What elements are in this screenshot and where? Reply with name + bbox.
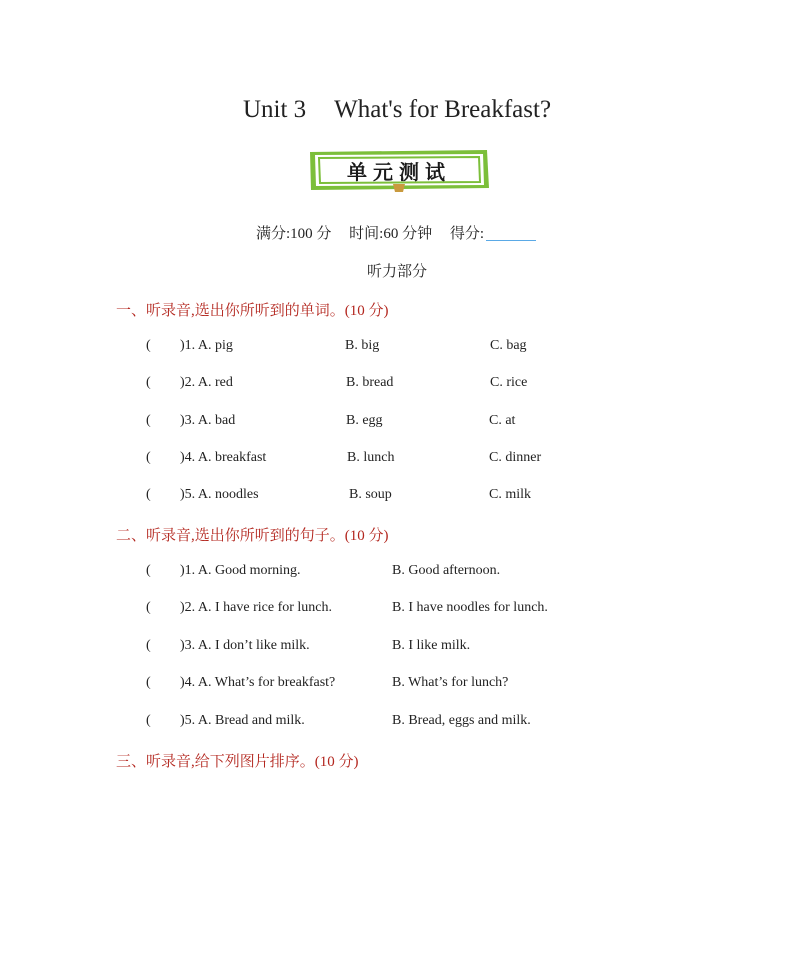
option-b: B. soup <box>349 487 392 502</box>
option-c: C. milk <box>489 487 532 502</box>
option-a: )3. A. bad <box>180 413 236 428</box>
option-b: B. big <box>345 338 380 353</box>
answer-blank[interactable]: ( <box>146 338 151 353</box>
answer-blank[interactable]: ( <box>146 600 151 615</box>
full-score: 满分:100 分 <box>256 226 332 242</box>
answer-blank[interactable]: ( <box>146 638 151 653</box>
option-a: )2. A. red <box>180 375 233 390</box>
time-limit: 时间:60 分钟 <box>349 226 433 242</box>
banner-label: 单元测试 <box>347 160 451 184</box>
option-b: B. I have noodles for lunch. <box>392 600 548 615</box>
answer-blank[interactable]: ( <box>146 675 151 690</box>
option-a: )1. A. pig <box>180 338 233 353</box>
option-a: )3. A. I don’t like milk. <box>180 638 310 653</box>
option-b: B. egg <box>346 413 383 428</box>
section-3-title: 三、听录音,给下列图片排序。(10 分) <box>116 754 359 770</box>
option-b: B. What’s for lunch? <box>392 675 509 690</box>
option-a: )4. A. breakfast <box>180 450 267 465</box>
unit-title: What's for Breakfast? <box>334 96 552 123</box>
option-c: C. bag <box>490 338 527 353</box>
answer-blank[interactable]: ( <box>146 450 151 465</box>
option-a: )4. A. What’s for breakfast? <box>180 675 336 690</box>
answer-blank[interactable]: ( <box>146 413 151 428</box>
option-b: B. bread <box>346 375 394 390</box>
answer-blank[interactable]: ( <box>146 713 151 728</box>
part-label: 听力部分 <box>366 264 427 280</box>
unit-test-banner <box>307 148 491 192</box>
option-a: )5. A. noodles <box>180 487 259 502</box>
option-b: B. lunch <box>347 450 395 465</box>
option-b: B. Good afternoon. <box>392 563 501 578</box>
section-1-title: 一、听录音,选出你所听到的单词。(10 分) <box>116 303 389 319</box>
section-2-title: 二、听录音,选出你所听到的句子。(10 分) <box>116 528 389 544</box>
unit-label: Unit 3 <box>242 96 307 123</box>
answer-blank[interactable]: ( <box>146 487 151 502</box>
option-b: B. I like milk. <box>392 638 471 653</box>
option-a: )5. A. Bread and milk. <box>180 713 305 728</box>
answer-blank[interactable]: ( <box>146 375 151 390</box>
option-a: )2. A. I have rice for lunch. <box>180 600 332 615</box>
score-label: 得分: <box>449 226 485 242</box>
option-c: C. at <box>489 413 516 428</box>
page-title <box>0 96 794 124</box>
option-b: B. Bread, eggs and milk. <box>392 713 531 728</box>
option-c: C. rice <box>490 375 528 390</box>
answer-blank[interactable]: ( <box>146 563 151 578</box>
option-c: C. dinner <box>489 450 542 465</box>
option-a: )1. A. Good morning. <box>180 563 301 578</box>
score-info <box>256 222 550 243</box>
score-blank[interactable] <box>486 226 536 241</box>
